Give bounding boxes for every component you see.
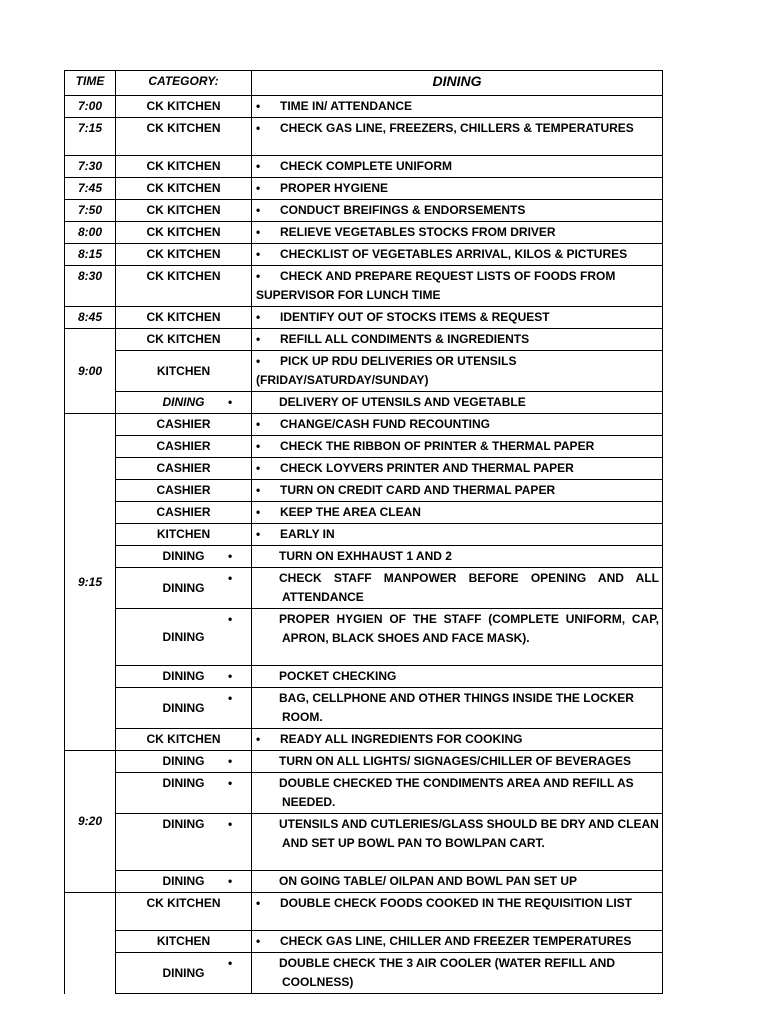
row-task: [252, 893, 663, 931]
task-text: DOUBLE CHECKED THE CONDIMENTS AREA AND REFILL AS NEEDED.: [279, 776, 634, 809]
row-task: [228, 666, 663, 688]
task-text: BAG, CELLPHONE AND OTHER THINGS INSIDE THE LOCKER ROOM.: [279, 691, 634, 724]
row-task: [252, 178, 663, 200]
table-row: [65, 222, 663, 244]
row-category: KITCHEN: [116, 351, 252, 392]
bullet-icon: •: [228, 395, 233, 409]
row-task: [252, 931, 663, 953]
bullet-icon: •: [256, 354, 261, 368]
row-category: DINING: [116, 953, 252, 994]
task-text: IDENTIFY OUT OF STOCKS ITEMS & REQUEST: [280, 310, 550, 324]
bullet-icon: •: [228, 549, 233, 563]
table-row: [65, 931, 663, 953]
table-row: [65, 266, 663, 307]
row-task: [228, 751, 663, 773]
bullet-icon: •: [256, 269, 261, 283]
table-row: [65, 351, 663, 392]
table-row: [65, 609, 663, 666]
row-task: [252, 329, 663, 351]
bullet-icon: •: [256, 896, 261, 910]
table-row: [65, 524, 663, 546]
task-text: CHECK GAS LINE, FREEZERS, CHILLERS & TEMPERATURES: [280, 121, 634, 135]
table-row: [65, 244, 663, 266]
table-row: [65, 307, 663, 329]
row-category: DINING: [116, 392, 252, 414]
row-time: 7:45: [65, 178, 116, 200]
table-row: [65, 178, 663, 200]
row-time: 9:00: [65, 329, 116, 414]
row-task: [252, 436, 663, 458]
row-category: DINING: [116, 773, 252, 814]
bullet-icon: •: [228, 776, 233, 790]
bullet-icon: •: [228, 956, 233, 970]
header-title: DINING: [252, 71, 663, 96]
task-text: ON GOING TABLE/ OILPAN AND BOWL PAN SET UP: [279, 874, 578, 888]
row-task: [228, 953, 663, 994]
row-time: 8:45: [65, 307, 116, 329]
table-row: [65, 893, 663, 931]
row-category: CASHIER: [116, 414, 252, 436]
task-text: UTENSILS AND CUTLERIES/GLASS SHOULD BE DRY AND CLEAN AND SET UP BOWL PAN TO BOWLPAN CART.: [279, 817, 659, 850]
task-text: KEEP THE AREA CLEAN: [280, 505, 421, 519]
row-task: [252, 502, 663, 524]
row-time: 7:30: [65, 156, 116, 178]
row-category: CK KITCHEN: [116, 156, 252, 178]
row-task: [252, 266, 663, 307]
bullet-icon: •: [228, 669, 233, 683]
table-header-row: [65, 71, 663, 96]
row-category: CK KITCHEN: [116, 329, 252, 351]
task-text: DOUBLE CHECK THE 3 AIR COOLER (WATER REFILL AND COOLNESS): [279, 956, 615, 989]
row-task: [252, 480, 663, 502]
task-text: CHECK COMPLETE UNIFORM: [280, 159, 452, 173]
row-category: CK KITCHEN: [116, 118, 252, 156]
task-text: CHECK THE RIBBON OF PRINTER & THERMAL PAPER: [280, 439, 595, 453]
row-time: 9:15: [65, 414, 116, 751]
table-row: [65, 729, 663, 751]
task-text: CHECK LOYVERS PRINTER AND THERMAL PAPER: [280, 461, 574, 475]
table-row: [65, 814, 663, 871]
row-task: [252, 244, 663, 266]
row-time: 9:20: [65, 751, 116, 893]
row-category: KITCHEN: [116, 524, 252, 546]
row-category: CK KITCHEN: [116, 222, 252, 244]
bullet-icon: •: [228, 874, 233, 888]
row-category: CK KITCHEN: [116, 729, 252, 751]
table-row: [65, 458, 663, 480]
row-time-empty: [65, 893, 116, 994]
table-row: [65, 546, 663, 568]
bullet-icon: •: [256, 527, 261, 541]
table-row: [65, 480, 663, 502]
row-task: [228, 814, 663, 871]
task-text: CHECK GAS LINE, CHILLER AND FREEZER TEMPERATURES: [280, 934, 632, 948]
row-category: DINING: [116, 751, 252, 773]
bullet-icon: •: [256, 417, 261, 431]
bullet-icon: •: [228, 691, 233, 705]
row-task: [228, 773, 663, 814]
task-text: CONDUCT BREIFINGS & ENDORSEMENTS: [280, 203, 526, 217]
bullet-icon: •: [256, 181, 261, 195]
row-task: [252, 156, 663, 178]
table-row: [65, 688, 663, 729]
task-text: EARLY IN: [280, 527, 335, 541]
row-category: CK KITCHEN: [116, 178, 252, 200]
table-row: [65, 392, 663, 414]
bullet-icon: •: [256, 332, 261, 346]
row-category: DINING: [116, 546, 252, 568]
row-time: 7:50: [65, 200, 116, 222]
task-text: TIME IN/ ATTENDANCE: [280, 99, 412, 113]
table-row: [65, 436, 663, 458]
task-text: CHECK STAFF MANPOWER BEFORE OPENING AND ALL ATTENDANCE: [279, 571, 659, 604]
task-text: TURN ON ALL LIGHTS/ SIGNAGES/CHILLER OF BEVERAGES: [279, 754, 632, 768]
row-time: 8:30: [65, 266, 116, 307]
row-category: KITCHEN: [116, 931, 252, 953]
task-text: CHANGE/CASH FUND RECOUNTING: [280, 417, 490, 431]
task-text: TURN ON CREDIT CARD AND THERMAL PAPER: [280, 483, 556, 497]
table-row: [65, 666, 663, 688]
row-task: [252, 96, 663, 118]
row-category: CASHIER: [116, 436, 252, 458]
header-category: CATEGORY:: [116, 71, 252, 96]
bullet-icon: •: [256, 483, 261, 497]
row-task: [252, 118, 663, 156]
row-task: [252, 458, 663, 480]
row-task: [252, 414, 663, 436]
row-category: CK KITCHEN: [116, 893, 252, 931]
row-category: CASHIER: [116, 480, 252, 502]
row-category: DINING: [116, 609, 252, 666]
row-time: 8:00: [65, 222, 116, 244]
row-category: DINING: [116, 871, 252, 893]
row-task: [252, 307, 663, 329]
table-row: [65, 773, 663, 814]
row-task: [252, 729, 663, 751]
task-text: CHECK AND PREPARE REQUEST LISTS OF FOODS FROM SUPERVISOR FOR LUNCH TIME: [256, 269, 616, 302]
row-task: [252, 351, 663, 392]
task-text: READY ALL INGREDIENTS FOR COOKING: [280, 732, 523, 746]
row-category: CK KITCHEN: [116, 307, 252, 329]
row-category: CASHIER: [116, 458, 252, 480]
row-category: CK KITCHEN: [116, 96, 252, 118]
bullet-icon: •: [256, 310, 261, 324]
bullet-icon: •: [256, 99, 261, 113]
task-text: TURN ON EXHHAUST 1 AND 2: [279, 549, 452, 563]
bullet-icon: •: [256, 505, 261, 519]
row-category: CK KITCHEN: [116, 266, 252, 307]
task-text: PICK UP RDU DELIVERIES OR UTENSILS (FRIDAY/SATURDAY/SUNDAY): [256, 354, 517, 387]
header-time: TIME: [65, 71, 116, 96]
table-row: [65, 96, 663, 118]
row-time: 8:15: [65, 244, 116, 266]
schedule-table: [64, 70, 663, 994]
row-time: 7:00: [65, 96, 116, 118]
task-text: PROPER HYGIENE: [280, 181, 389, 195]
row-category: DINING: [116, 814, 252, 871]
bullet-icon: •: [256, 159, 261, 173]
task-text: POCKET CHECKING: [279, 669, 397, 683]
task-text: DELIVERY OF UTENSILS AND VEGETABLE: [279, 395, 526, 409]
bullet-icon: •: [256, 203, 261, 217]
row-task: [228, 871, 663, 893]
row-category: DINING: [116, 688, 252, 729]
row-task: [252, 524, 663, 546]
row-task: [228, 688, 663, 729]
row-time: 7:15: [65, 118, 116, 156]
bullet-icon: •: [228, 754, 233, 768]
table-row: [65, 200, 663, 222]
row-task: [228, 568, 663, 609]
table-row: [65, 118, 663, 156]
table-row: [65, 568, 663, 609]
row-task: [228, 609, 663, 666]
bullet-icon: •: [256, 121, 261, 135]
task-text: CHECKLIST OF VEGETABLES ARRIVAL, KILOS & PICTURES: [280, 247, 628, 261]
bullet-icon: •: [256, 732, 261, 746]
row-category: CK KITCHEN: [116, 244, 252, 266]
task-text: PROPER HYGIEN OF THE STAFF (COMPLETE UNIFORM, CAP, APRON, BLACK SHOES AND FACE MASK).: [279, 612, 659, 645]
table-row: [65, 751, 663, 773]
bullet-icon: •: [256, 439, 261, 453]
bullet-icon: •: [256, 247, 261, 261]
task-text: REFILL ALL CONDIMENTS & INGREDIENTS: [280, 332, 530, 346]
table-row: [65, 156, 663, 178]
task-text: RELIEVE VEGETABLES STOCKS FROM DRIVER: [280, 225, 556, 239]
bullet-icon: •: [228, 571, 233, 585]
row-category: DINING: [116, 568, 252, 609]
row-task: [228, 392, 663, 414]
bullet-icon: •: [228, 817, 233, 831]
bullet-icon: •: [256, 461, 261, 475]
row-task: [252, 222, 663, 244]
row-task: [228, 546, 663, 568]
row-category: DINING: [116, 666, 252, 688]
table-row: [65, 953, 663, 994]
bullet-icon: •: [228, 612, 233, 626]
bullet-icon: •: [256, 225, 261, 239]
table-row: [65, 502, 663, 524]
row-task: [252, 200, 663, 222]
bullet-icon: •: [256, 934, 261, 948]
row-category: CK KITCHEN: [116, 200, 252, 222]
row-category: CASHIER: [116, 502, 252, 524]
task-text: DOUBLE CHECK FOODS COOKED IN THE REQUISITION LIST: [280, 896, 633, 910]
table-row: [65, 871, 663, 893]
table-row: [65, 414, 663, 436]
table-row: [65, 329, 663, 351]
